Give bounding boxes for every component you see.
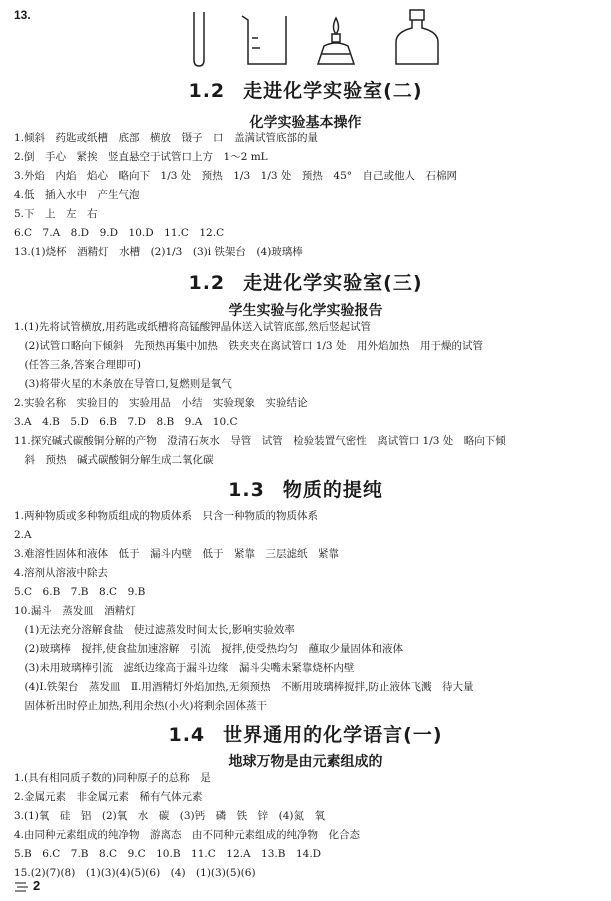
answer-line: 5.C 6.B 7.B 8.C 9.B [14, 586, 146, 598]
section-title-1-4-i: 1.4 世界通用的化学语言(一) [168, 724, 443, 746]
page-corner-mark-icon [14, 880, 30, 894]
answer-line: 6.C 7.A 8.D 9.D 10.D 11.C 12.C [14, 227, 225, 239]
answer-line: (任答三条,答案合理即可) [14, 359, 142, 371]
answer-line: 1.倾斜 药匙或纸槽 底部 横放 镊子 口 盖满试管底部的量 [14, 132, 319, 144]
subsection-title: 化学实验基本操作 [249, 115, 362, 131]
answer-line: 4.溶剂从溶液中除去 [14, 567, 109, 579]
answer-line: 2.金属元素 非金属元素 稀有气体元素 [14, 791, 203, 803]
page-number: 2 [33, 878, 41, 893]
beaker-icon [242, 16, 286, 64]
alcohol-lamp-icon [318, 18, 354, 64]
section-title-1-2-ii: 1.2 走进化学实验室(二) [188, 80, 423, 102]
answer-line: 1.(1)先将试管横放,用药匙或纸槽将高锰酸钾晶体送入试管底部,然后竖起试管 [14, 321, 372, 333]
answer-line: 4.低 插入水中 产生气泡 [14, 189, 140, 201]
answer-line: (1)无法充分溶解食盐 使过滤蒸发时间太长,影响实验效率 [14, 624, 295, 636]
answer-line: 15.(2)(7)(8) (1)(3)(4)(5)(6) (4) (1)(3)(5)(6) [14, 867, 256, 879]
subsection-title: 地球万物是由元素组成的 [228, 754, 383, 770]
answer-line: (3)未用玻璃棒引流 滤纸边缘高于漏斗边缘 漏斗尖嘴未紧靠烧杯内壁 [14, 662, 355, 674]
lab-apparatus-illustration [186, 8, 446, 70]
answer-line: 2.实验名称 实验目的 实验用品 小结 实验现象 实验结论 [14, 397, 308, 409]
answer-line: 5.下 上 左 右 [14, 208, 98, 220]
answer-line: 11.探究碱式碳酸铜分解的产物 澄清石灰水 导管 试管 检验装置气密性 离试管口 1/3 处 略向下倾 [14, 435, 506, 447]
answer-line: 5.B 6.C 7.B 8.C 9.C 10.B 11.C 12.A 13.B 14.D [14, 848, 322, 860]
section-title-1-2-iii: 1.2 走进化学实验室(三) [188, 272, 423, 294]
answer-line: (3)将带火星的木条放在导管口,复燃则是氧气 [14, 378, 232, 390]
answer-line: (2)试管口略向下倾斜 先预热再集中加热 铁夹夹在离试管口 1/3 处 用外焰加热 用于燥的试管 [14, 340, 483, 352]
answer-line: (2)玻璃棒 搅拌,使食盐加速溶解 引流 搅拌,使受热均匀 蘸取少量固体和液体 [14, 643, 404, 655]
answer-line: 10.漏斗 蒸发皿 酒精灯 [14, 605, 136, 617]
answer-line: 4.由同种元素组成的纯净物 游离态 由不同种元素组成的纯净物 化合态 [14, 829, 361, 841]
answer-line: 13.(1)烧杯 酒精灯 水槽 (2)1/3 (3)i 铁架台 (4)玻璃棒 [14, 246, 303, 258]
answer-line: 3.外焰 内焰 焰心 略向下 1/3 处 预热 1/3 1/3 处 预热 45° 自己或他人 石棉网 [14, 170, 457, 182]
answer-line: 3.(1)氧 硅 铝 (2)氧 水 碳 (3)钙 磷 铁 锌 (4)氮 氧 [14, 810, 326, 822]
answer-line: 1.(具有相同质子数的)同种原子的总称 是 [14, 772, 211, 784]
answer-line: 2.A [14, 529, 32, 541]
answer-line: 1.两种物质或多种物质组成的物质体系 只含一种物质的物质体系 [14, 510, 319, 522]
section-title-1-3: 1.3 物质的提纯 [228, 479, 383, 501]
subsection-title: 学生实验与化学实验报告 [228, 303, 383, 319]
answer-line: 固体析出时停止加热,利用余热(小火)将剩余固体蒸干 [14, 700, 268, 712]
reagent-bottle-icon [396, 10, 438, 64]
answer-line: (4)Ⅰ.铁架台 蒸发皿 Ⅱ.用酒精灯外焰加热,无须预热 不断用玻璃棒搅拌,防止液体飞溅 待大量 [14, 681, 474, 693]
test-tube-icon [194, 12, 204, 66]
question-13-number: 13. [14, 8, 31, 22]
answer-line: 2.倒 手心 紧挨 竖直悬空于试管口上方 1～2 mL [14, 151, 268, 163]
answer-line: 斜 预热 碱式碳酸铜分解生成二氧化碳 [14, 454, 214, 466]
answer-line: 3.A 4.B 5.D 6.B 7.D 8.B 9.A 10.C [14, 416, 238, 428]
answer-line: 3.难溶性固体和液体 低于 漏斗内壁 低于 紧靠 三层滤纸 紧靠 [14, 548, 340, 560]
